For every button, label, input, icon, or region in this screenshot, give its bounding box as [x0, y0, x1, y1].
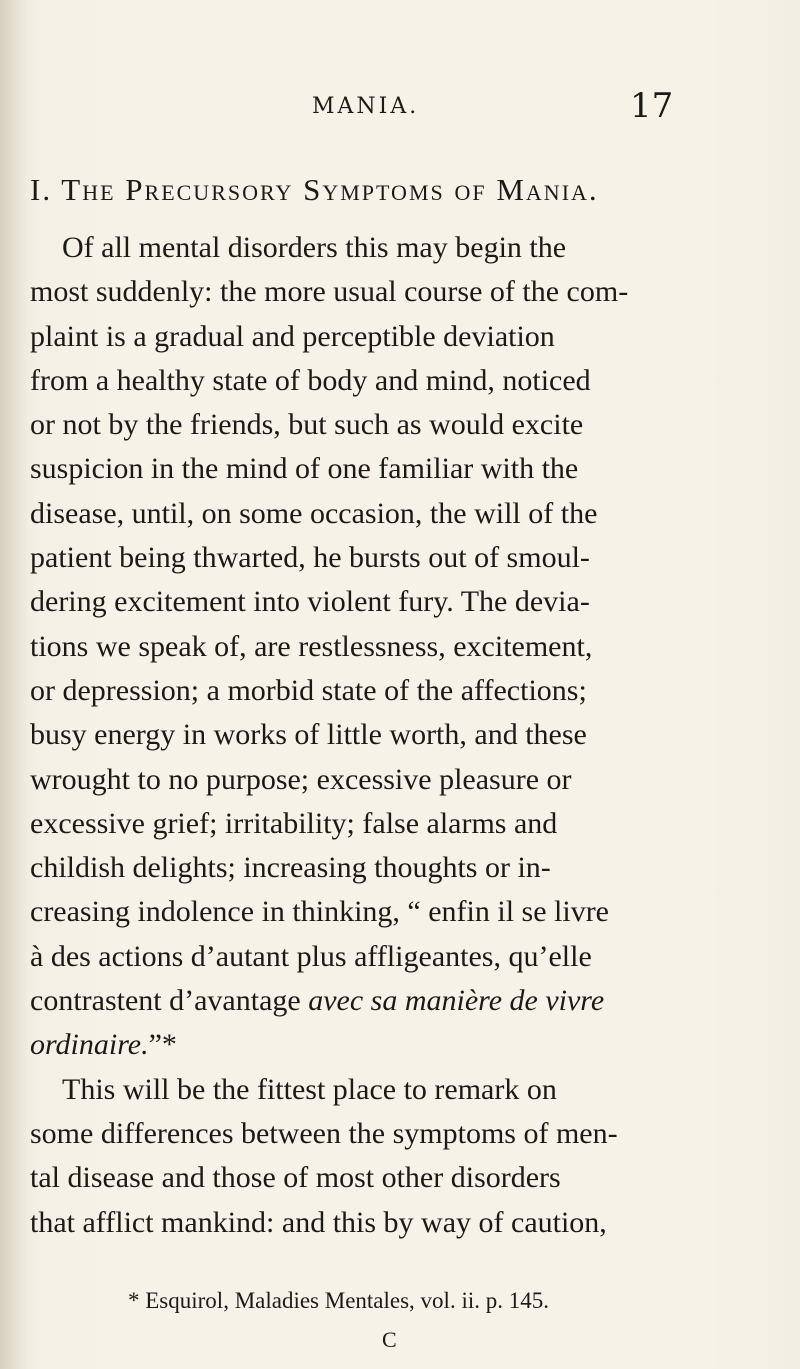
text-line: wrought to no purpose; excessive pleasure or: [30, 762, 572, 796]
text-line: or not by the friends, but such as would excite: [30, 408, 584, 442]
binding-shadow: [0, 0, 28, 1369]
text-line: [30, 1023, 690, 1067]
footnote-reference: ”*: [148, 1028, 177, 1062]
text-line: excessive grief; irritability; false alarms and: [30, 806, 558, 840]
text-line: busy energy in works of little worth, and these: [30, 718, 587, 752]
text-italic: ordinaire.: [30, 1028, 149, 1062]
running-title: MANIA.: [312, 94, 420, 119]
body-text: [30, 226, 690, 1245]
text-italic: avec sa manière de vivre: [308, 984, 605, 1018]
text-line: from a healthy state of body and mind, noticed: [30, 363, 591, 397]
text-line: This will be the fittest place to remark on: [62, 1072, 557, 1106]
section-heading: I. The Precursory Symptoms of Mania.: [30, 172, 599, 207]
text-line: tions we speak of, are restlessness, excitement,: [30, 629, 593, 663]
text-line: dering excitement into violent fury. The devia-: [30, 585, 590, 619]
text-line: suspicion in the mind of one familiar with the: [30, 452, 579, 486]
text-line: creasing indolence in thinking, “ enfin il se livre: [30, 895, 609, 929]
text-line: most suddenly: the more usual course of the com-: [30, 275, 629, 309]
running-head: [0, 86, 800, 126]
footnote: * Esquirol, Maladies Mentales, vol. ii. p. 145.: [128, 1288, 549, 1313]
text-line: tal disease and those of most other disorders: [30, 1161, 561, 1195]
signature-mark: C: [382, 1327, 397, 1352]
text-line: patient being thwarted, he bursts out of smoul-: [30, 541, 590, 575]
text-line: some differences between the symptoms of men-: [30, 1116, 618, 1150]
text-line: or depression; a morbid state of the affections;: [30, 673, 587, 707]
text-line: plaint is a gradual and perceptible deviation: [30, 319, 555, 353]
text-line: childish delights; increasing thoughts or in-: [30, 851, 551, 885]
page-number: 17: [630, 86, 674, 126]
text-line: à des actions d’autant plus affligeantes, qu’elle: [30, 939, 592, 973]
text-roman: contrastent d’avantage: [30, 984, 309, 1018]
text-line: that afflict mankind: and this by way of caution,: [30, 1205, 607, 1239]
text-line: Of all mental disorders this may begin the: [62, 231, 567, 264]
text-line: [30, 979, 690, 1023]
text-line: disease, until, on some occasion, the will of the: [30, 496, 598, 530]
